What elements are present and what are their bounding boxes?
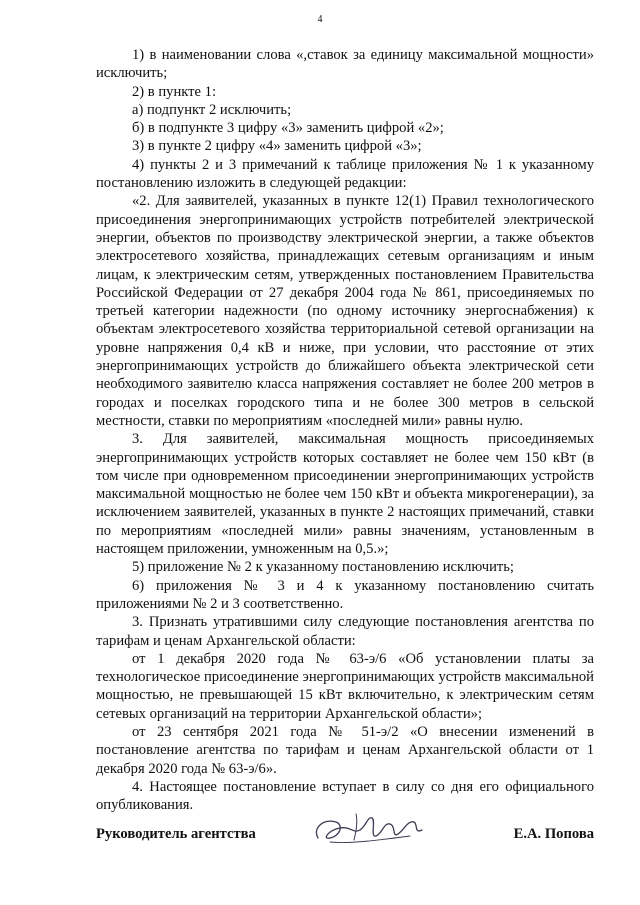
signatory-name: Е.А. Попова: [513, 826, 594, 842]
paragraph: 3) в пункте 2 цифру «4» заменить цифрой «3»;: [132, 138, 422, 155]
paragraph: 3. Для заявителей, максимальная мощность присоединяемых энергопринимающих устройств которых составляет не более чем 150 кВт (в том числе при одновременном присоединении энергопринимающих устройств максимальной мощностью не более чем 150 кВт и объекта микрогенерации), за исключением заявителей, указанных в пункте 2 настоящих примечаний, ставки по мероприятиям «последней мили» равны значениям, установленным в настоящем приложении, умноженным на 0,5.»;: [96, 431, 594, 558]
page-number: 4: [317, 14, 323, 25]
handwritten-signature: [310, 808, 430, 852]
paragraph: от 23 сентября 2021 года № 51-э/2 «О внесении изменений в постановление агентства по тарифам и ценам Архангельской области от 1 декабря 2020 года № 63-э/6».: [96, 723, 594, 777]
paragraph: 1) в наименовании слова «,ставок за единицу максимальной мощности» исключить;: [96, 47, 594, 82]
signatory-position: Руководитель агентства: [96, 826, 256, 842]
paragraph: 6) приложения № 3 и 4 к указанному постановлению считать приложениями № 2 и 3 соответственно.: [96, 577, 594, 612]
paragraph: а) подпункт 2 исключить;: [132, 101, 292, 118]
paragraph: 3. Признать утратившими силу следующие постановления агентства по тарифам и ценам Архангельской области:: [96, 614, 594, 649]
document-body: [96, 46, 594, 814]
signature-block: [96, 816, 594, 856]
paragraph: 4) пункты 2 и 3 примечаний к таблице приложения № 1 к указанному постановлению изложить в следующей редакции:: [96, 156, 594, 192]
paragraph: 2) в пункте 1:: [132, 83, 217, 100]
paragraph: «2. Для заявителей, указанных в пункте 12(1) Правил технологического присоединения энергопринимающих устройств потребителей электрической энергии, объектов по производству электрической энергии, а также объектов электросетевого хозяйства, принадлежащих сетевым организациям и иным лицам, к электрическим сетям, утвержденных постановлением Правительства Российской Федерации от 27 декабря 2004 года № 861, присоединяемых по третьей категории надежности (по одному источнику энергоснабжения) к объектам электросетевого хозяйства территориальной сетевой организации на уровне напряжения 0,4 кВ и ниже, при условии, что расстояние от этих энергопринимающих устройств до ближайшего объекта электрической сети необходимого заявителю класса напряжения составляет не более 200 метров в городах и поселках городского типа и не более 300 метров в сельской местности, ставки по мероприятиям «последней мили» равны нулю.: [96, 193, 594, 429]
paragraph: от 1 декабря 2020 года № 63-э/6 «Об установлении платы за технологическое присоединение энергопринимающих устройств максимальной мощностью, не превышающей 15 кВт включительно, к электрическим сетям сетевых организаций на территории Архангельской области»;: [96, 650, 594, 722]
paragraph: 5) приложение № 2 к указанному постановлению исключить;: [132, 559, 514, 576]
paragraph: б) в подпункте 3 цифру «3» заменить цифрой «2»;: [132, 120, 444, 137]
paragraph: 4. Настоящее постановление вступает в силу со дня его официального опубликования.: [96, 778, 594, 814]
